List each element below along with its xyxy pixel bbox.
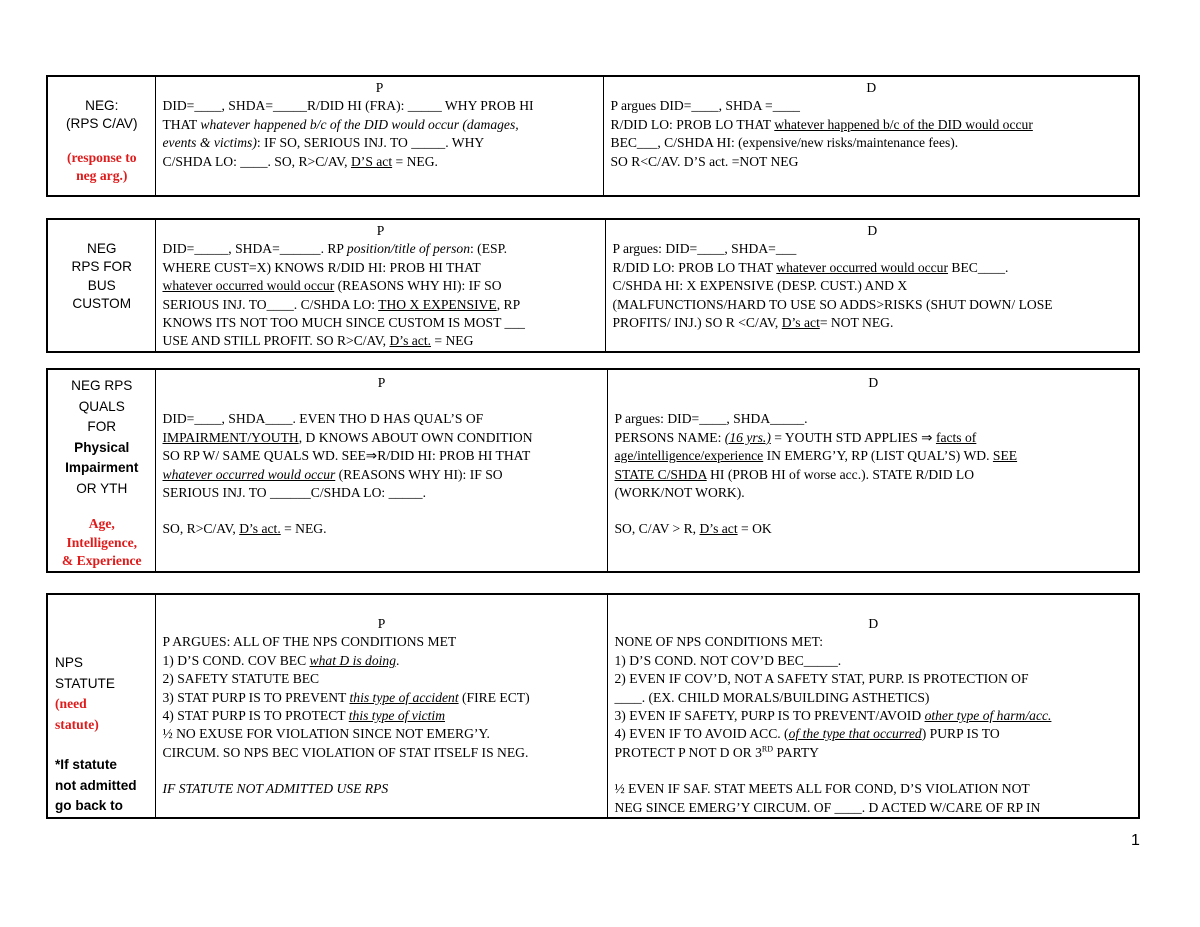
text-line: SERIOUS INJ. TO ______C/SHDA LO: _____. [162,485,426,501]
text-line: P ARGUES: ALL OF THE NPS CONDITIONS MET [162,634,457,650]
d-column [603,76,1139,196]
row-label [47,594,155,818]
label-line: NEG [87,241,117,256]
text-line: whatever occurred would occur (REASONS WHY HI): IF SO [162,278,502,294]
text-line: SO, C/AV > R, D’s act = OK [614,521,772,537]
p-heading: P [375,80,384,95]
text-line: STATE C/SHDA HI (PROB HI of worse acc.). STATE R/DID LO [614,466,975,482]
row-label [47,369,155,572]
row-label [47,219,155,352]
text-line: 3) STAT PURP IS TO PREVENT this type of accident (FIRE ECT) [162,689,530,705]
d-column [607,369,1139,572]
text-line: C/SHDA HI: X EXPENSIVE (DESP. CUST.) AND X [612,278,908,294]
text-line: CIRCUM. SO NPS BEC VIOLATION OF STAT ITSELF IS NEG. [162,744,529,760]
label-line: RPS FOR [71,259,132,275]
text-line: SERIOUS INJ. TO____. C/SHDA LO: THO X EXPENSIVE, RP [162,296,521,312]
text-line: PROFITS/ INJ.) SO R <C/AV, D’s act= NOT NEG. [612,315,894,331]
text-line: NONE OF NPS CONDITIONS MET: [614,634,824,650]
p-heading: P [377,375,386,390]
text-line: R/DID LO: PROB LO THAT whatever occurred would occur BEC____. [612,259,1009,275]
text-line: 4) EVEN IF TO AVOID ACC. (of the type that occurred) PURP IS TO [614,726,1000,742]
label-line: (RPS C/AV) [66,116,138,132]
table-neg-rps-bus-custom [46,218,1140,353]
label-red-line: & Experience [61,553,142,568]
text-line: 1) D’S COND. NOT COV’D BEC_____. [614,652,842,668]
text-line: KNOWS ITS NOT TOO MUCH SINCE CUSTOM IS MOST ___ [162,315,525,331]
label-red-line: neg arg.) [76,168,128,184]
text-line: events & victims): IF SO, SERIOUS INJ. TO _____. WHY [162,135,485,151]
label-note-line: *If statute [55,757,117,772]
label-line: Physical [74,439,130,455]
label-line: QUALS [78,398,125,414]
text-line: ½ NO EXUSE FOR VIOLATION SINCE NOT EMERG’Y. [162,726,490,742]
text-line: NEG SINCE EMERG’Y CIRCUM. OF ____. D ACTED W/CARE OF RP IN [614,799,1041,815]
text-line: C/SHDA LO: ____. SO, R>C/AV, D’S act = NEG. [162,153,438,169]
d-heading: D [867,223,878,238]
text-line: PERSONS NAME: (16 yrs.) = YOUTH STD APPLIES ⇒ facts of [614,429,977,445]
text-line: DID=____, SHDA=_____R/DID HI (FRA): _____ WHY PROB HI [162,98,534,114]
text-line: R/DID LO: PROB LO THAT whatever happened b/c of the DID would occur [610,116,1033,132]
text-line: ½ EVEN IF SAF. STAT MEETS ALL FOR COND, D’S VIOLATION NOT [614,781,1030,797]
label-red-line: statute) [55,716,99,732]
text-line: SO, R>C/AV, D’s act. = NEG. [162,521,327,537]
row-label [47,76,155,196]
p-column [155,594,607,818]
d-column [605,219,1139,352]
label-line: BUS [87,277,116,293]
text-line: DID=_____, SHDA=______. RP position/title of person: (ESP. [162,241,508,257]
text-line: 2) SAFETY STATUTE BEC [162,671,320,687]
text-line: DID=____, SHDA____. EVEN THO D HAS QUAL’S OF [162,411,484,427]
label-red-line: Intelligence, [66,534,138,550]
label-line: CUSTOM [72,296,132,312]
p-column [155,219,605,352]
text-line: SO RP W/ SAME QUALS WD. SEE⇒R/DID HI: PROB HI THAT [162,448,531,464]
label-line: Impairment [65,460,139,475]
page-number: 1 [1131,832,1140,849]
text-line: (WORK/NOT WORK). [614,485,745,501]
text-line: age/intelligence/experience IN EMERG’Y, RP (LIST QUAL’S) WD. SEE [614,448,1018,464]
text-line: 4) STAT PURP IS TO PROTECT this type of victim [162,708,446,724]
label-line: NPS [55,655,83,670]
label-note-line: not admitted [55,777,137,793]
table-neg-rps-cav [46,75,1140,197]
text-line: PROTECT P NOT D OR 3RD PARTY [614,744,819,760]
label-red-line: (need [55,696,87,711]
label-line: OR YTH [76,480,128,496]
text-line: IF STATUTE NOT ADMITTED USE RPS [162,781,389,797]
text-line: WHERE CUST=X) KNOWS R/DID HI: PROB HI THAT [162,259,481,275]
d-heading: D [868,375,879,390]
p-heading: P [377,616,386,631]
text-line: BEC___, C/SHDA HI: (expensive/new risks/maintenance fees). [610,135,959,151]
table-nps-statute [46,593,1140,819]
p-column [155,76,603,196]
table-neg-rps-quals [46,368,1140,573]
d-heading: D [866,80,877,95]
label-line: NEG RPS [71,378,133,393]
text-line: (MALFUNCTIONS/HARD TO USE SO ADDS>RISKS (SHUT DOWN/ LOSE [612,296,1053,312]
text-line: 1) D’S COND. COV BEC what D is doing. [162,652,400,668]
d-column [607,594,1139,818]
text-line: P argues: DID=____, SHDA_____. [614,411,808,427]
text-line: USE AND STILL PROFIT. SO R>C/AV, D’s act. = NEG [162,333,474,349]
text-line: THAT whatever happened b/c of the DID would occur (damages, [162,116,519,132]
text-line: 3) EVEN IF SAFETY, PURP IS TO PREVENT/AVOID other type of harm/acc. [614,708,1052,724]
p-column [155,369,607,572]
label-line: STATUTE [55,675,115,691]
text-line: IMPAIRMENT/YOUTH, D KNOWS ABOUT OWN CONDITION [162,429,533,445]
label-line: NEG: [85,98,119,113]
text-line: ____. (EX. CHILD MORALS/BUILDING ASTHETICS) [614,689,930,705]
p-heading: P [376,223,385,238]
label-note-line: go back to [55,798,123,813]
text-line: SO R<C/AV. D’S act. =NOT NEG [610,153,799,169]
label-red-line: Age, [88,516,115,531]
text-line: P argues DID=____, SHDA =____ [610,98,800,114]
text-line: 2) EVEN IF COV’D, NOT A SAFETY STAT, PURP. IS PROTECTION OF [614,671,1029,687]
text-line: P argues: DID=____, SHDA=___ [612,241,797,257]
text-line: whatever occurred would occur (REASONS WHY HI): IF SO [162,466,503,482]
label-line: FOR [87,419,117,434]
d-heading: D [868,616,879,631]
label-red-line: (response to [66,149,137,165]
